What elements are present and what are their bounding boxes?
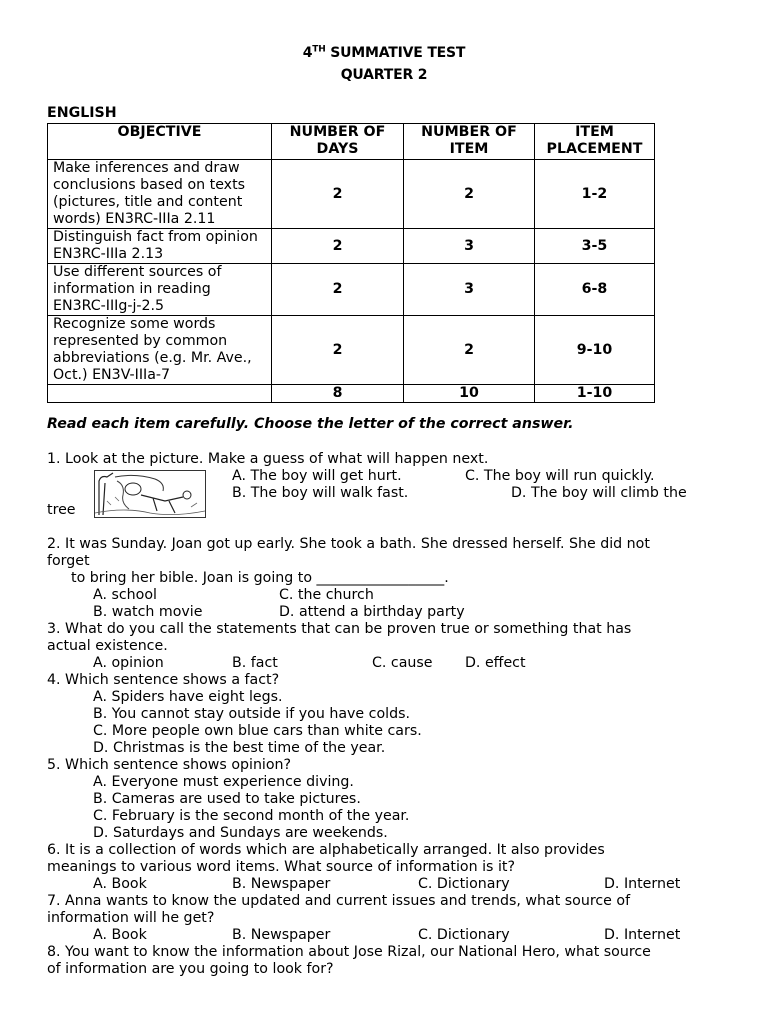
header-items: NUMBER OF ITEM (404, 124, 535, 160)
question-2-stem-line-3: to bring her bible. Joan is going to __________________. (71, 570, 449, 586)
question-7-option-c: C. Dictionary (418, 927, 510, 943)
header-days: NUMBER OF DAYS (272, 124, 404, 160)
days-cell: 2 (272, 316, 404, 385)
boy-near-tree-illustration (94, 470, 206, 518)
question-5-option-d: D. Saturdays and Sundays are weekends. (93, 825, 388, 841)
question-2-stem-line-1: 2. It was Sunday. Joan got up early. She took a bath. She dressed herself. She did not (47, 536, 650, 552)
question-3-option-c: C. cause (372, 655, 433, 671)
question-6-option-d: D. Internet (604, 876, 681, 892)
days-cell: 2 (272, 229, 404, 264)
question-7-option-d: D. Internet (604, 927, 681, 943)
objective-cell: Make inferences and draw conclusions based on texts (pictures, title and content words) EN3RC-IIIa 2.11 (48, 160, 272, 229)
question-4-option-b: B. You cannot stay outside if you have colds. (93, 706, 410, 722)
objective-cell: Recognize some words represented by common abbreviations (e.g. Mr. Ave., Oct.) EN3V-IIIa-7 (48, 316, 272, 385)
question-4-option-a: A. Spiders have eight legs. (93, 689, 283, 705)
question-2-option-c: C. the church (279, 587, 374, 603)
question-3-option-b: B. fact (232, 655, 278, 671)
items-cell: 2 (404, 160, 535, 229)
question-7-stem-line-2: information will he get? (47, 910, 215, 926)
objective-cell: Use different sources of information in reading EN3RC-IIIg-j-2.5 (48, 264, 272, 316)
question-1-option-b: B. The boy will walk fast. (232, 485, 409, 501)
table-total-row (48, 385, 655, 403)
objectives-table (47, 123, 655, 403)
quarter-title: QUARTER 2 (340, 67, 428, 83)
items-cell: 3 (404, 264, 535, 316)
question-2-option-b: B. watch movie (93, 604, 203, 620)
question-5-option-c: C. February is the second month of the year. (93, 808, 410, 824)
question-2-option-a: A. school (93, 587, 157, 603)
header-objective: OBJECTIVE (48, 124, 272, 160)
question-6-stem-line-1: 6. It is a collection of words which are alphabetically arranged. It also provides (47, 842, 605, 858)
question-8-stem-line-2: of information are you going to look for? (47, 961, 334, 977)
header-placement: ITEM PLACEMENT (535, 124, 655, 160)
question-6-option-a: A. Book (93, 876, 147, 892)
question-3-stem-line-1: 3. What do you call the statements that can be proven true or something that has (47, 621, 632, 637)
total-items-cell: 10 (404, 385, 535, 403)
question-5-option-b: B. Cameras are used to take pictures. (93, 791, 361, 807)
question-2-stem-line-2: forget (47, 553, 90, 569)
table-header-row (48, 124, 655, 160)
question-4-stem: 4. Which sentence shows a fact? (47, 672, 280, 688)
question-5-stem: 5. Which sentence shows opinion? (47, 757, 292, 773)
question-5-option-a: A. Everyone must experience diving. (93, 774, 354, 790)
days-cell: 2 (272, 160, 404, 229)
question-1-option-d-cont: tree (47, 502, 76, 518)
table-row (48, 264, 655, 316)
subject-label: ENGLISH (47, 105, 117, 121)
placement-cell: 6-8 (535, 264, 655, 316)
question-7-option-b: B. Newspaper (232, 927, 331, 943)
table-row (48, 160, 655, 229)
objective-cell: Distinguish fact from opinion EN3RC-IIIa 2.13 (48, 229, 272, 264)
question-2-option-d: D. attend a birthday party (279, 604, 465, 620)
table-row (48, 316, 655, 385)
total-placement-cell: 1-10 (535, 385, 655, 403)
total-days-cell: 8 (272, 385, 404, 403)
days-cell: 2 (272, 264, 404, 316)
question-3-stem-line-2: actual existence. (47, 638, 168, 654)
question-3-option-d: D. effect (465, 655, 526, 671)
question-6-option-b: B. Newspaper (232, 876, 331, 892)
question-7-stem-line-1: 7. Anna wants to know the updated and current issues and trends, what source of (47, 893, 631, 909)
test-title: 4TH SUMMATIVE TEST (302, 44, 466, 61)
question-6-stem-line-2: meanings to various word items. What source of information is it? (47, 859, 515, 875)
items-cell: 2 (404, 316, 535, 385)
instruction-text: Read each item carefully. Choose the letter of the correct answer. (47, 416, 574, 432)
placement-cell: 1-2 (535, 160, 655, 229)
question-1-option-a: A. The boy will get hurt. (232, 468, 402, 484)
question-4-option-c: C. More people own blue cars than white cars. (93, 723, 422, 739)
question-3-option-a: A. opinion (93, 655, 164, 671)
placement-cell: 9-10 (535, 316, 655, 385)
question-6-option-c: C. Dictionary (418, 876, 510, 892)
question-1-stem: 1. Look at the picture. Make a guess of what will happen next. (47, 451, 489, 467)
items-cell: 3 (404, 229, 535, 264)
total-objective-cell (48, 385, 272, 403)
question-1-option-d: D. The boy will climb the (511, 485, 687, 501)
question-8-stem-line-1: 8. You want to know the information about Jose Rizal, our National Hero, what source (47, 944, 651, 960)
placement-cell: 3-5 (535, 229, 655, 264)
question-4-option-d: D. Christmas is the best time of the year. (93, 740, 386, 756)
question-1-option-c: C. The boy will run quickly. (465, 468, 655, 484)
table-row (48, 229, 655, 264)
question-7-option-a: A. Book (93, 927, 147, 943)
